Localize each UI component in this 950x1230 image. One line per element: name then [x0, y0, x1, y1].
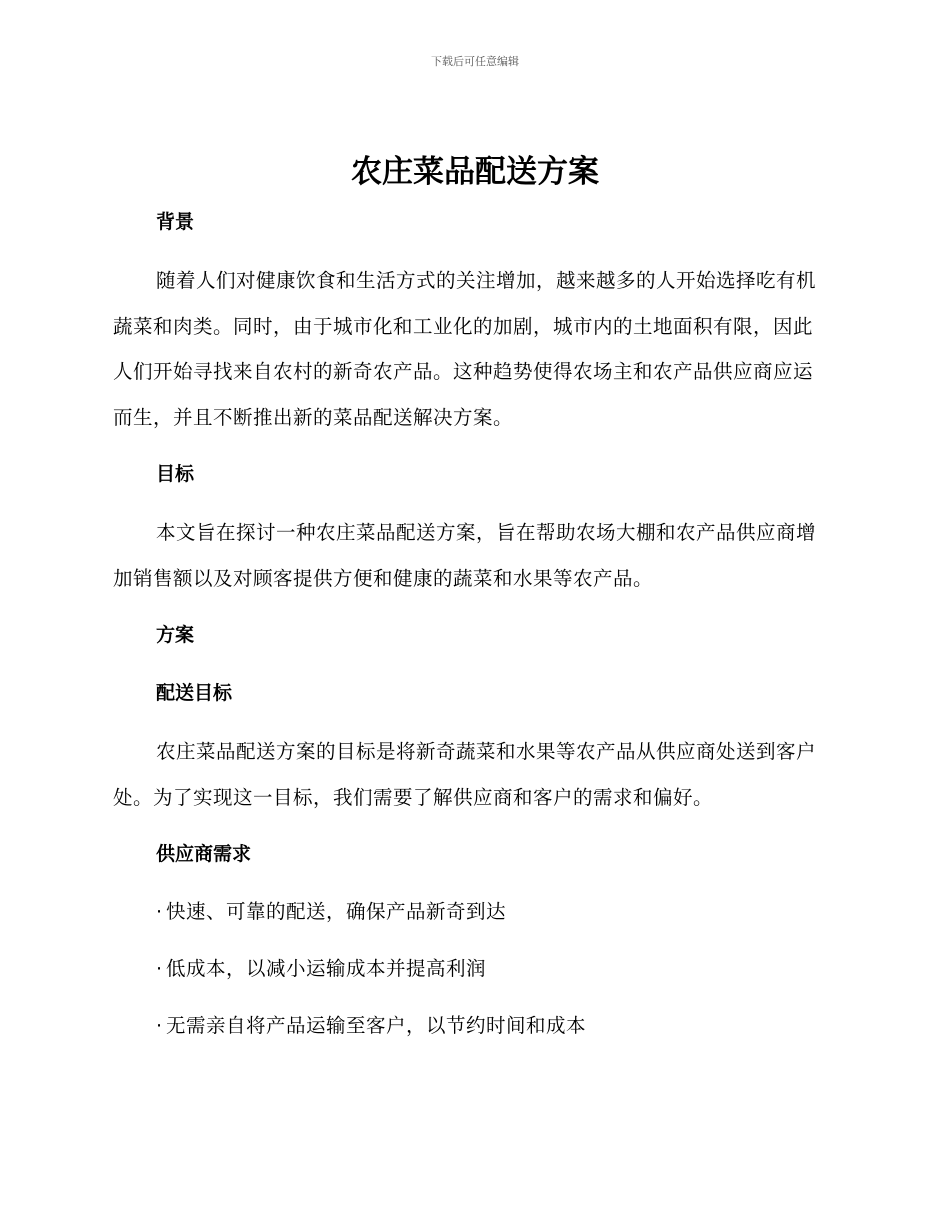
list-item	[113, 947, 831, 991]
list-item	[113, 890, 831, 934]
section-heading-supplier-needs: 供应商需求	[156, 843, 252, 865]
bullet-dot-icon: ·	[156, 901, 163, 923]
section-heading-goal: 目标	[156, 463, 195, 485]
paragraph-background: 随着人们对健康饮食和生活方式的关注增加，越来越多的人开始选择吃有机蔬菜和肉类。同时，由于城市化和工业化的加剧，城市内的土地面积有限，因此人们开始寻找来自农村的新奇农产品。这种趋势使得农场主和农产品供应商应运而生，并且不断推出新的菜品配送解决方案。	[113, 269, 817, 429]
bullet-dot-icon: ·	[156, 958, 163, 980]
paragraph-goal: 本文旨在探讨一种农庄菜品配送方案，旨在帮助农场大棚和农产品供应商增加销售额以及对顾客提供方便和健康的蔬菜和水果等农产品。	[113, 521, 817, 590]
list-item-text: 快速、可靠的配送，确保产品新奇到达	[166, 900, 507, 923]
list-item	[113, 1004, 831, 1048]
document-title: 农庄菜品配送方案	[351, 154, 599, 190]
paragraph-delivery-goal: 农庄菜品配送方案的目标是将新奇蔬菜和水果等农产品从供应商处送到客户处。为了实现这一目标，我们需要了解供应商和客户的需求和偏好。	[113, 740, 817, 809]
bullet-dot-icon: ·	[156, 1015, 163, 1037]
section-heading-background: 背景	[156, 211, 195, 233]
page-header-note: 下载后可任意编辑	[431, 55, 519, 68]
section-heading-delivery-goal: 配送目标	[156, 682, 233, 704]
section-heading-plan: 方案	[156, 624, 195, 646]
list-item-text: 无需亲自将产品运输至客户，以节约时间和成本	[166, 1014, 587, 1037]
supplier-needs-list	[113, 890, 831, 1048]
list-item-text: 低成本，以减小运输成本并提高利润	[166, 957, 487, 980]
document-body	[113, 200, 831, 1061]
